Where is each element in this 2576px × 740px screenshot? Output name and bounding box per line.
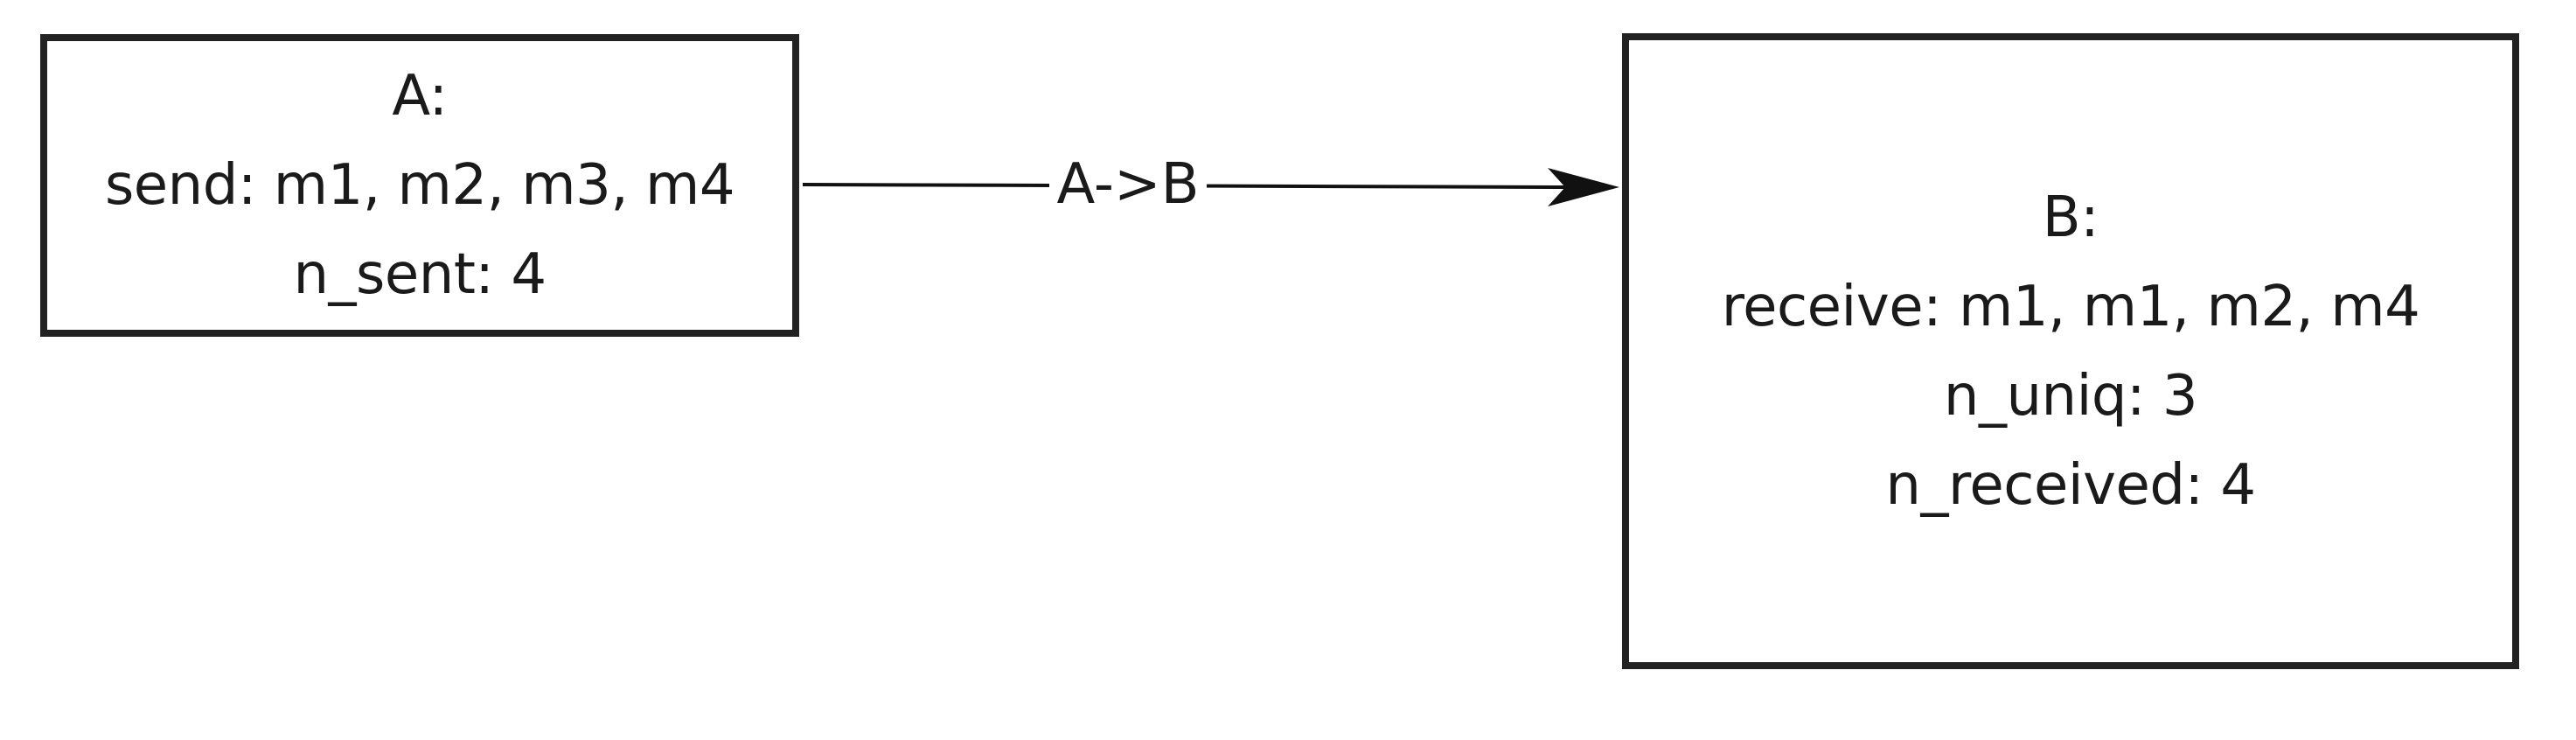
edge-label: A->B: [1049, 143, 1207, 227]
node-b-n-received: n_received: 4: [1885, 452, 2256, 518]
node-b-n-uniq: n_uniq: 3: [1943, 363, 2198, 429]
node-a-send: send: m1, m2, m3, m4: [104, 153, 735, 218]
node-a: [40, 34, 799, 337]
node-b: [1622, 33, 2519, 669]
node-a-title: A:: [392, 64, 448, 129]
node-b-receive: receive: m1, m1, m2, m4: [1721, 274, 2420, 339]
node-b-title: B:: [2042, 185, 2099, 250]
node-a-n-sent: n_sent: 4: [293, 242, 547, 307]
